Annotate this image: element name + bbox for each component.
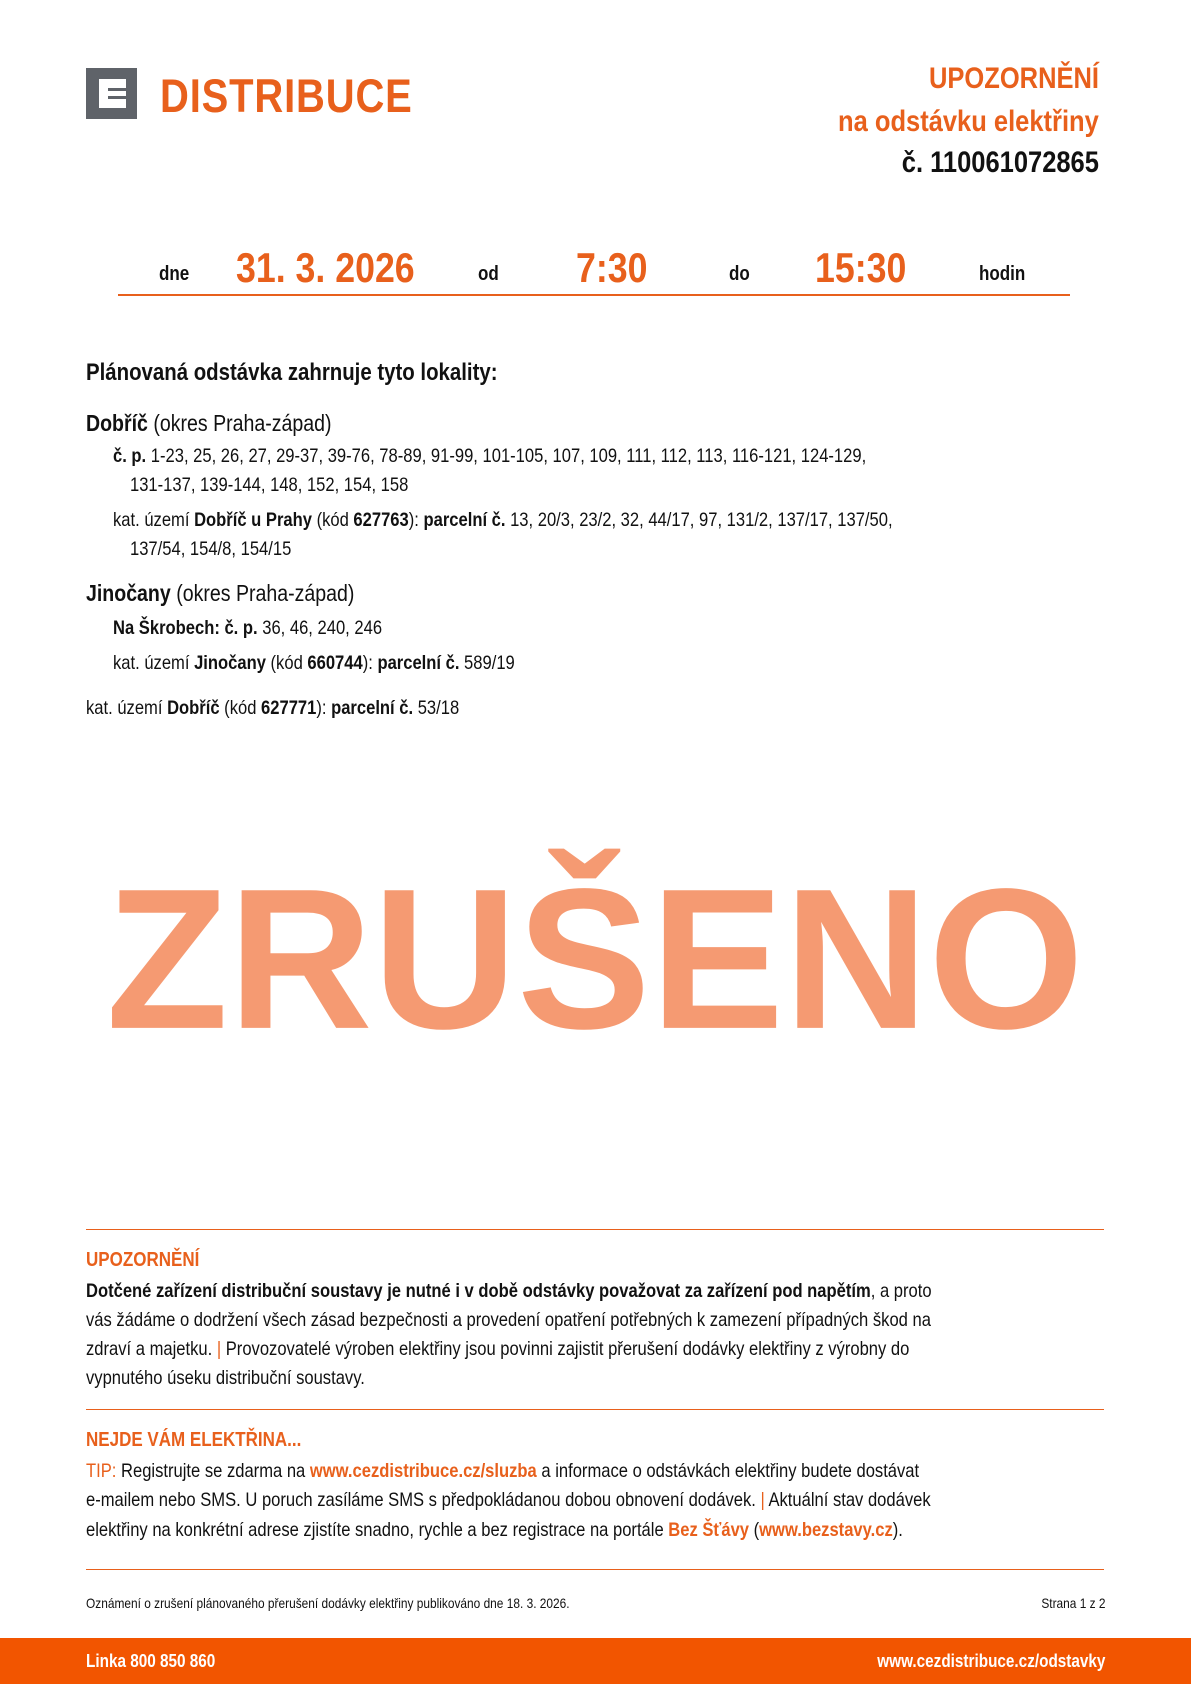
logo-text: DISTRIBUCE bbox=[160, 69, 413, 122]
text-segment: parcelní č. bbox=[331, 697, 414, 719]
text-segment: ): bbox=[408, 509, 424, 531]
tip-line bbox=[86, 1486, 931, 1515]
text-segment: ). bbox=[892, 1519, 903, 1541]
text-segment: Provozovatelé výroben elektřiny jsou povinni zajistit přerušení dodávky elektřiny z výrobny do bbox=[221, 1338, 910, 1360]
text-segment: parcelní č. bbox=[377, 652, 460, 674]
dobric-extra-parcels bbox=[86, 694, 459, 723]
to-label: do bbox=[729, 263, 750, 285]
text-segment: zdraví a majetku. bbox=[86, 1338, 217, 1360]
text-segment: a informace o odstávkách elektřiny budete dostávat bbox=[536, 1460, 920, 1482]
text-segment: Dobříč bbox=[167, 697, 220, 719]
text-segment: ( bbox=[749, 1519, 760, 1541]
text-segment: elektřiny na konkrétní adrese zjistíte snadno, rychle a bez registrace na portále bbox=[86, 1519, 669, 1541]
locations-heading: Plánovaná odstávka zahrnuje tyto lokality: bbox=[86, 359, 498, 386]
text-segment: 131-137, 139-144, 148, 152, 154, 158 bbox=[130, 474, 409, 496]
text-segment: Na Škrobech: č. p. bbox=[113, 617, 258, 639]
notice-subtitle: na odstávku elektřiny bbox=[838, 105, 1099, 138]
text-segment: (okres Praha-západ) bbox=[170, 580, 355, 606]
text-segment: 13, 20/3, 23/2, 32, 44/17, 97, 131/2, 137/17, 137/50, bbox=[505, 509, 893, 531]
outage-start: 7:30 bbox=[576, 244, 648, 291]
tip-heading: NEJDE VÁM ELEKTŘINA... bbox=[86, 1429, 302, 1451]
tip-line bbox=[86, 1516, 903, 1545]
text-segment: TIP: bbox=[86, 1460, 117, 1482]
warning-line bbox=[86, 1306, 931, 1335]
link[interactable]: Bez Šťávy bbox=[668, 1519, 750, 1541]
text-segment: (kód bbox=[265, 652, 308, 674]
text-segment: Jinočany bbox=[194, 652, 266, 674]
dobric-parcels bbox=[113, 506, 893, 535]
divider bbox=[86, 1229, 1104, 1230]
text-segment: 589/19 bbox=[459, 652, 515, 674]
jinocany-street bbox=[113, 614, 382, 643]
link[interactable]: www.cezdistribuce.cz/sluzba bbox=[309, 1460, 537, 1482]
text-segment: kat. území bbox=[86, 697, 168, 719]
text-segment: Jinočany bbox=[86, 580, 171, 606]
text-segment: kat. území bbox=[113, 652, 195, 674]
text-segment: 660744 bbox=[307, 652, 363, 674]
warning-line bbox=[86, 1335, 909, 1364]
text-segment: (kód bbox=[219, 697, 262, 719]
separator: | bbox=[216, 1338, 222, 1360]
text-segment: Dobříč bbox=[86, 410, 148, 436]
text-segment: 137/54, 154/8, 154/15 bbox=[130, 538, 292, 560]
tip-line bbox=[86, 1457, 919, 1486]
hours-label: hodin bbox=[979, 263, 1026, 285]
publication-note: Oznámení o zrušení plánovaného přerušení dodávky elektřiny publikováno dne 18. 3. 2026. bbox=[86, 1595, 570, 1611]
divider bbox=[86, 1409, 1104, 1410]
text-segment: parcelní č. bbox=[423, 509, 506, 531]
text-segment: 1-23, 25, 26, 27, 29-37, 39-76, 78-89, 91-99, 101-105, 107, 109, 111, 112, 113, 116-121, 124-129, bbox=[146, 445, 867, 467]
notice-title: UPOZORNĚNÍ bbox=[928, 62, 1099, 95]
text-segment: , a proto bbox=[870, 1280, 932, 1302]
hotline[interactable]: Linka 800 850 860 bbox=[86, 1651, 216, 1671]
text-segment: 53/18 bbox=[413, 697, 460, 719]
outage-end: 15:30 bbox=[815, 244, 907, 291]
text-segment: kat. území bbox=[113, 509, 195, 531]
text-segment: č. p. bbox=[113, 445, 147, 467]
text-segment: vypnutého úseku distribuční soustavy. bbox=[86, 1367, 365, 1389]
separator: | bbox=[760, 1489, 765, 1511]
text-segment: Registrujte se zdarma na bbox=[116, 1460, 310, 1482]
link[interactable]: www.bezstavy.cz bbox=[759, 1519, 893, 1541]
warning-line bbox=[86, 1364, 365, 1393]
text-segment: e-mailem nebo SMS. U poruch zasíláme SMS s předpokládanou dobou obnovení dodávek. bbox=[86, 1489, 761, 1511]
warning-heading: UPOZORNĚNÍ bbox=[86, 1249, 200, 1271]
text-segment: ): bbox=[316, 697, 332, 719]
dobric-house-numbers-cont bbox=[130, 471, 408, 500]
notice-number: č. 110061072865 bbox=[901, 146, 1099, 179]
schedule-divider bbox=[118, 294, 1070, 296]
cez-logo-icon bbox=[86, 68, 137, 119]
text-segment: 36, 46, 240, 246 bbox=[257, 617, 383, 639]
text-segment: (kód bbox=[311, 509, 354, 531]
warning-line bbox=[86, 1277, 932, 1306]
outage-date: 31. 3. 2026 bbox=[236, 244, 415, 291]
text-segment: vás žádáme o dodržení všech zásad bezpečnosti a provedení opatření potřebných k zamezení případných škod na bbox=[86, 1309, 931, 1331]
location-jinocany-heading bbox=[86, 580, 354, 607]
from-label: od bbox=[478, 263, 499, 285]
text-segment: 627771 bbox=[261, 697, 317, 719]
text-segment: Dobříč u Prahy bbox=[194, 509, 312, 531]
watermark-text: ZRUŠENO bbox=[106, 847, 1084, 1071]
text-segment: 627763 bbox=[353, 509, 409, 531]
location-dobric-heading bbox=[86, 410, 332, 437]
divider bbox=[86, 1569, 1104, 1570]
jinocany-parcels bbox=[113, 649, 515, 678]
page-number: Strana 1 z 2 bbox=[1040, 1595, 1105, 1611]
dobric-parcels-cont bbox=[130, 535, 291, 564]
text-segment: ): bbox=[362, 652, 378, 674]
text-segment: (okres Praha-západ) bbox=[147, 410, 332, 436]
day-label: dne bbox=[159, 263, 190, 285]
text-segment: Dotčené zařízení distribuční soustavy je nutné i v době odstávky považovat za zařízení pod napětím bbox=[86, 1280, 871, 1302]
dobric-house-numbers bbox=[113, 442, 866, 471]
website-link[interactable]: www.cezdistribuce.cz/odstavky bbox=[876, 1651, 1105, 1671]
text-segment: Aktuální stav dodávek bbox=[764, 1489, 931, 1511]
